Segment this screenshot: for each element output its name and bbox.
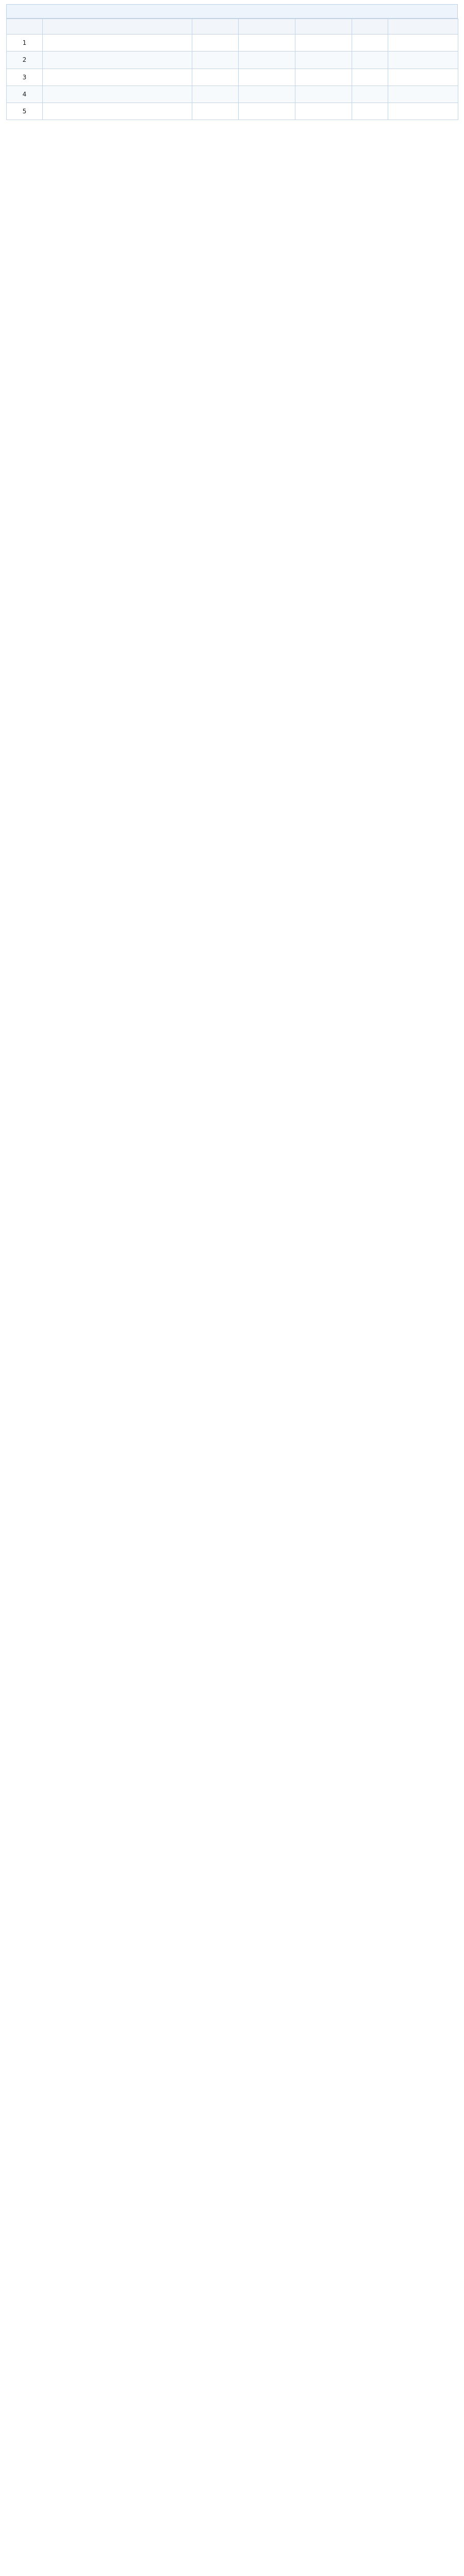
type-cell	[295, 52, 352, 69]
table-row	[7, 35, 458, 52]
level-cell	[352, 69, 388, 86]
rank-cell: 3	[7, 69, 43, 86]
region-cell	[192, 103, 239, 120]
table-row	[7, 103, 458, 120]
header-type	[295, 19, 352, 35]
level-cell	[352, 52, 388, 69]
rank-cell: 5	[7, 103, 43, 120]
score-cell	[388, 103, 458, 120]
table-header	[7, 19, 458, 35]
header-score	[388, 19, 458, 35]
region-cell	[192, 52, 239, 69]
ranking-table	[6, 19, 458, 120]
header-school	[43, 19, 192, 35]
nature-cell	[239, 52, 295, 69]
score-cell	[388, 86, 458, 103]
table-row	[7, 69, 458, 86]
score-cell	[388, 69, 458, 86]
score-cell	[388, 35, 458, 52]
school-name-cell	[43, 35, 192, 52]
type-cell	[295, 103, 352, 120]
table-body	[7, 35, 458, 120]
document-title	[6, 4, 458, 19]
header-region	[192, 19, 239, 35]
score-cell	[388, 52, 458, 69]
level-cell	[352, 103, 388, 120]
level-cell	[352, 86, 388, 103]
type-cell	[295, 35, 352, 52]
region-cell	[192, 86, 239, 103]
nature-cell	[239, 103, 295, 120]
table-row	[7, 86, 458, 103]
nature-cell	[239, 86, 295, 103]
level-cell	[352, 35, 388, 52]
rank-cell: 4	[7, 86, 43, 103]
header-rank	[7, 19, 43, 35]
region-cell	[192, 69, 239, 86]
school-name-cell	[43, 69, 192, 86]
table-row	[7, 52, 458, 69]
school-name-cell	[43, 103, 192, 120]
rank-cell: 2	[7, 52, 43, 69]
school-name-cell	[43, 52, 192, 69]
rank-cell: 1	[7, 35, 43, 52]
nature-cell	[239, 69, 295, 86]
type-cell	[295, 86, 352, 103]
header-level	[352, 19, 388, 35]
type-cell	[295, 69, 352, 86]
header-nature	[239, 19, 295, 35]
school-name-cell	[43, 86, 192, 103]
header-row	[7, 19, 458, 35]
region-cell	[192, 35, 239, 52]
nature-cell	[239, 35, 295, 52]
